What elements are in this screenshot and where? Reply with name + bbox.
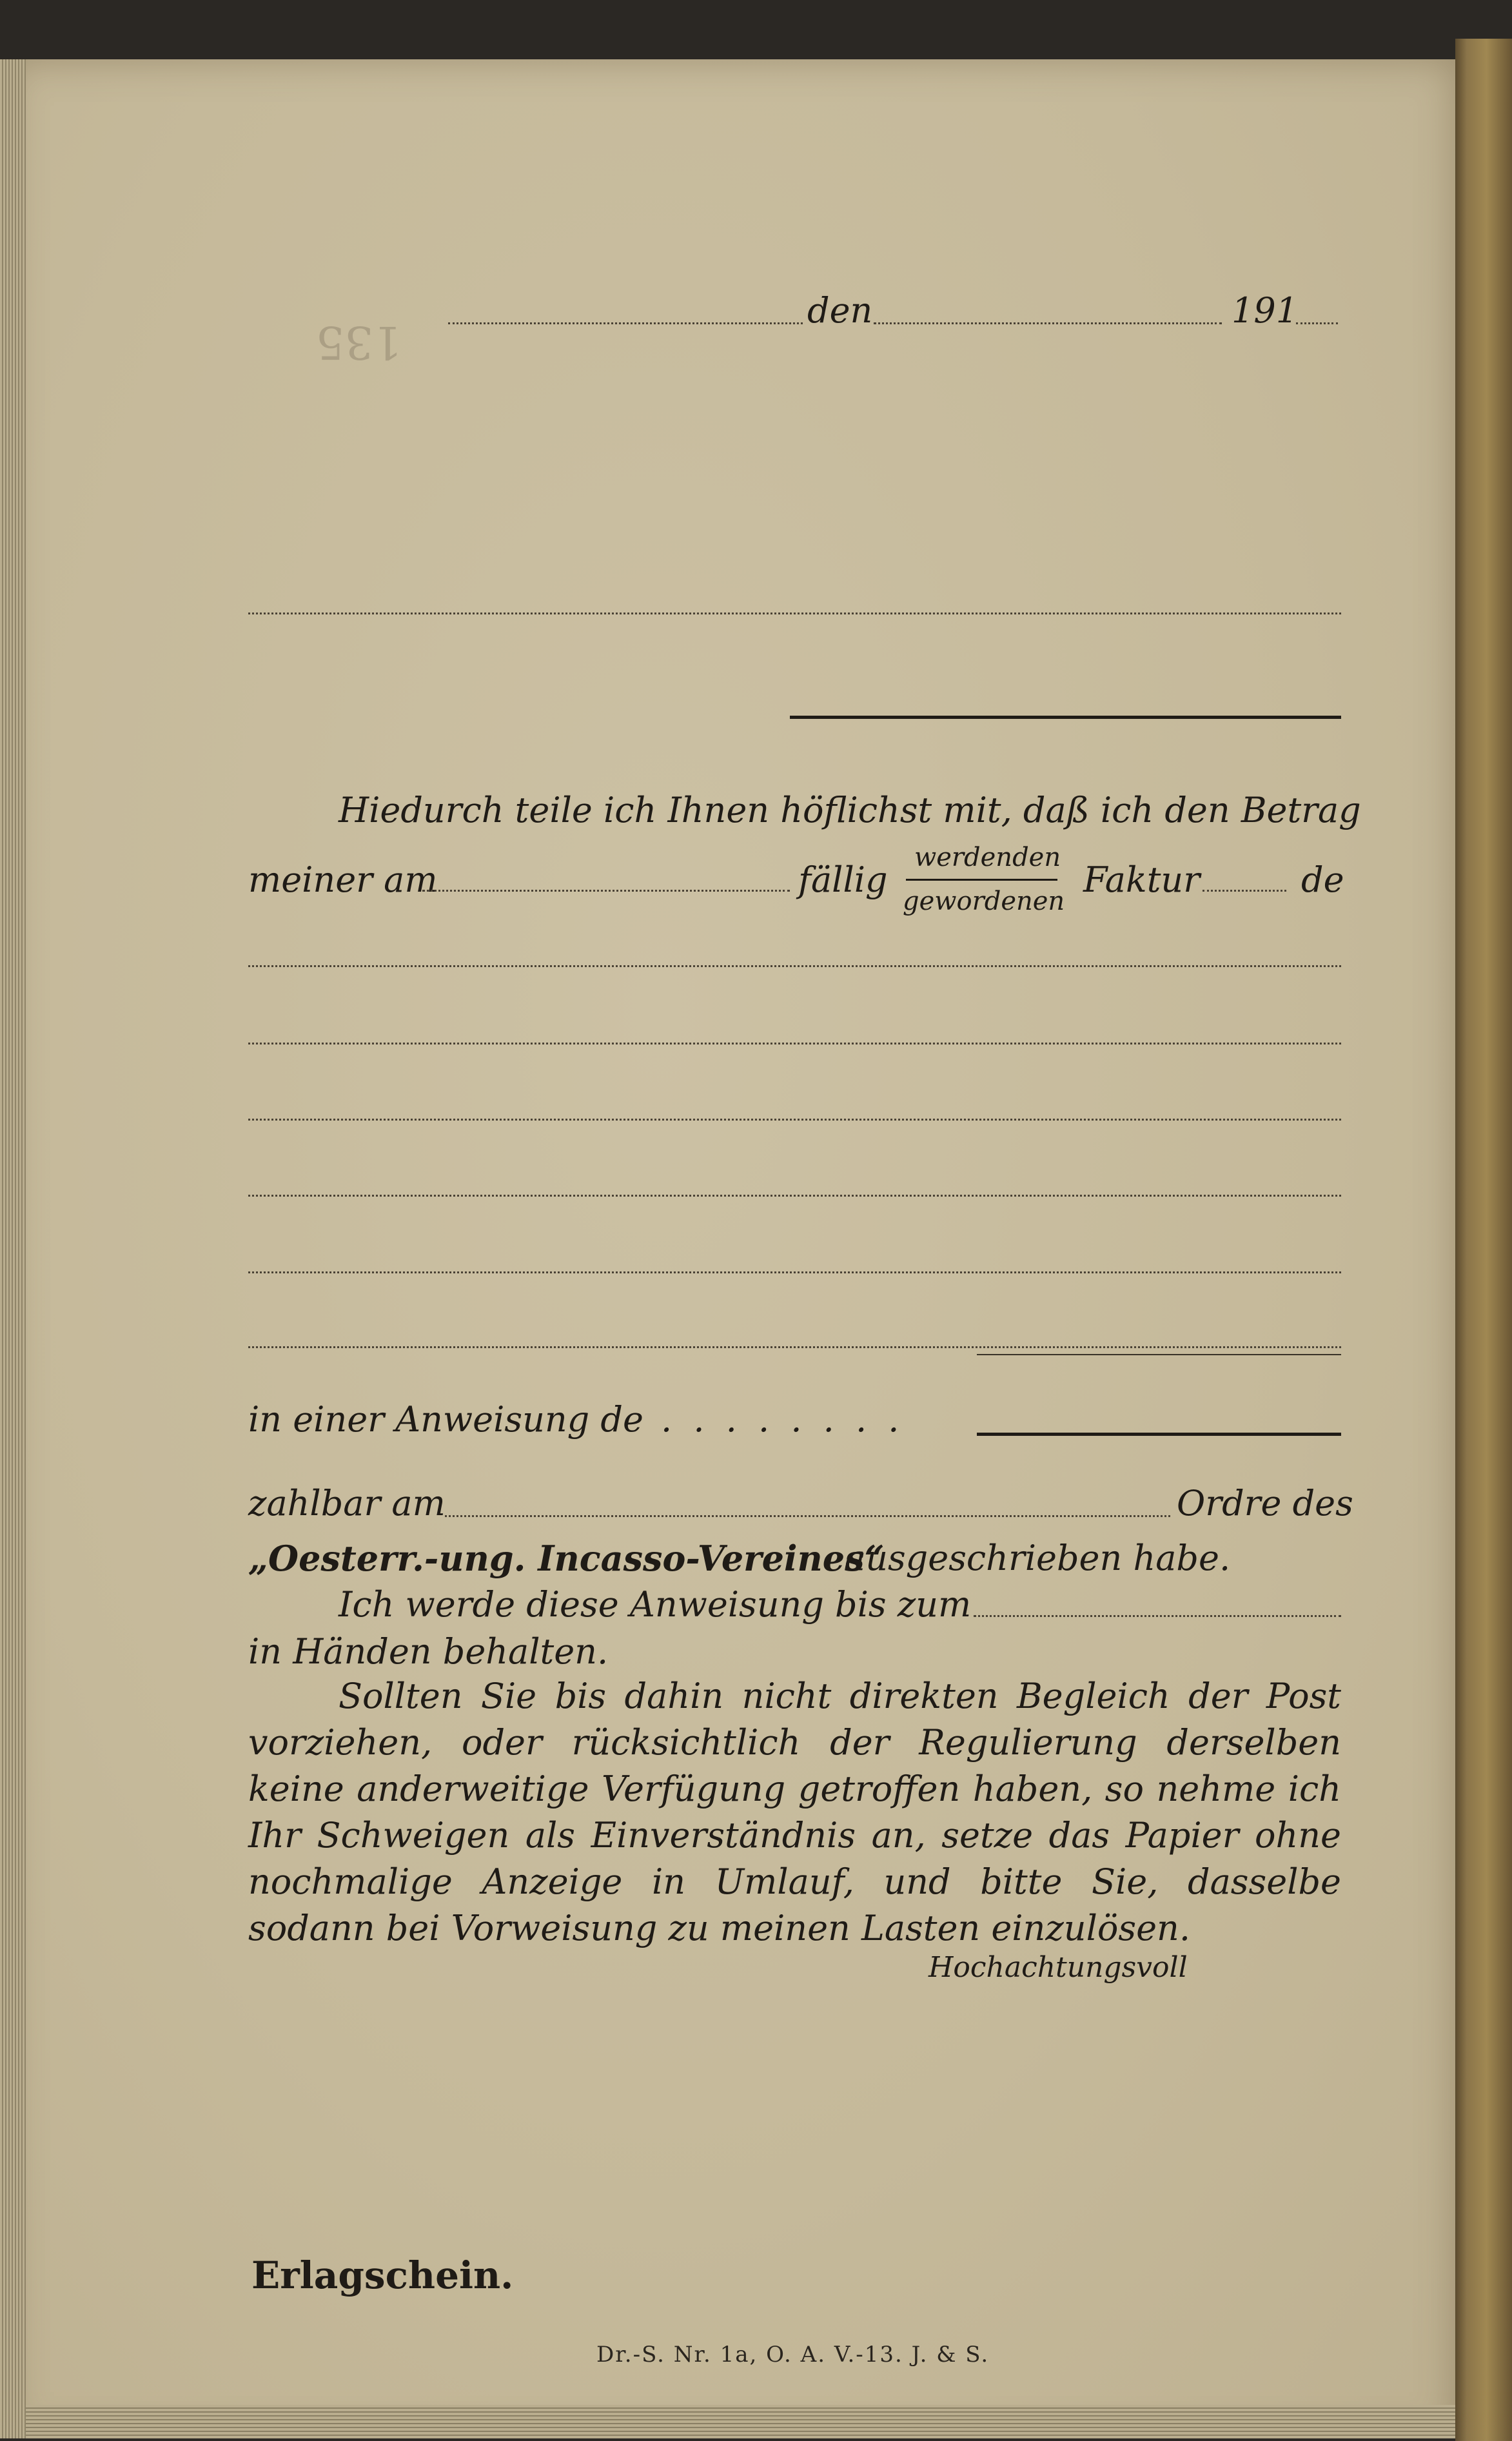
page-stack-left-edge	[0, 59, 26, 2438]
fill-line-3	[248, 1119, 1341, 1121]
anweisung-label: in einer Anweisung de	[248, 1399, 643, 1440]
bis-zum-field	[974, 1615, 1341, 1617]
addressee-rule	[790, 716, 1341, 719]
conditions-paragraph: Sollten Sie bis dahin nicht direkten Begleich der Post vorziehen, oder rücksichtlich der Regulierung derselben keine anderweitige Verfügung getroffen haben, so nehme ich Ihr Schweigen als Einverständnis an, setze das Papier ohne nochmalige Anzeige in Umlauf, und bitte Sie, dasselbe sodann bei Vorweisung zu meinen Lasten einzulösen.	[248, 1676, 1341, 1948]
book-spine-edge	[1455, 39, 1512, 2441]
fraction-bar	[906, 879, 1057, 881]
fill-line-1	[248, 965, 1341, 967]
faint-page-number: 135	[316, 316, 402, 369]
faktur-field	[1203, 890, 1286, 892]
date-field	[874, 322, 1222, 324]
amount-rule	[977, 1433, 1341, 1436]
fill-line-6	[248, 1346, 1341, 1348]
ordre-label: Ordre des	[1177, 1483, 1353, 1524]
meiner-am-label: meiner am	[248, 859, 438, 900]
de-label: de	[1301, 859, 1344, 900]
sum-rule-thin	[977, 1354, 1341, 1355]
addressee-field	[248, 613, 1341, 614]
fill-line-2	[248, 1043, 1341, 1044]
fraction-top: werdenden	[914, 843, 1061, 872]
year-field	[1296, 322, 1338, 324]
place-field	[448, 322, 803, 324]
zahlbar-label: zahlbar am	[248, 1483, 446, 1524]
fill-line-5	[248, 1271, 1341, 1273]
faellig-label: fällig	[798, 859, 888, 900]
intro-line: Hiedurch teile ich Ihnen höflichst mit, daß ich den Betrag	[339, 790, 1361, 830]
anweisung-dots: . . . . . . . .	[661, 1399, 905, 1440]
erlagschein-heading: Erlagschein.	[251, 2253, 514, 2297]
document-page	[8, 59, 1455, 2438]
date-due-field	[422, 890, 790, 892]
ausgeschrieben-label: ausgeschrieben habe.	[845, 1538, 1231, 1578]
closing-text: Hochachtungsvoll	[928, 1951, 1188, 1984]
page-stack-bottom-edge	[26, 2405, 1455, 2438]
faktur-label: Faktur	[1083, 859, 1201, 900]
fraction-bottom: gewordenen	[903, 887, 1065, 916]
print-note: Dr.-S. Nr. 1a, O. A. V.-13. J. & S.	[596, 2342, 990, 2367]
zahlbar-field	[445, 1515, 1170, 1517]
ich-werde-label: Ich werde diese Anweisung bis zum	[339, 1584, 972, 1625]
year-label: 191	[1232, 290, 1299, 331]
in-haenden-label: in Händen behalten.	[248, 1631, 609, 1672]
verein-name: „Oesterr.-ung. Incasso-Vereines“	[248, 1538, 885, 1579]
den-label: den	[807, 290, 873, 331]
fill-line-4	[248, 1195, 1341, 1197]
